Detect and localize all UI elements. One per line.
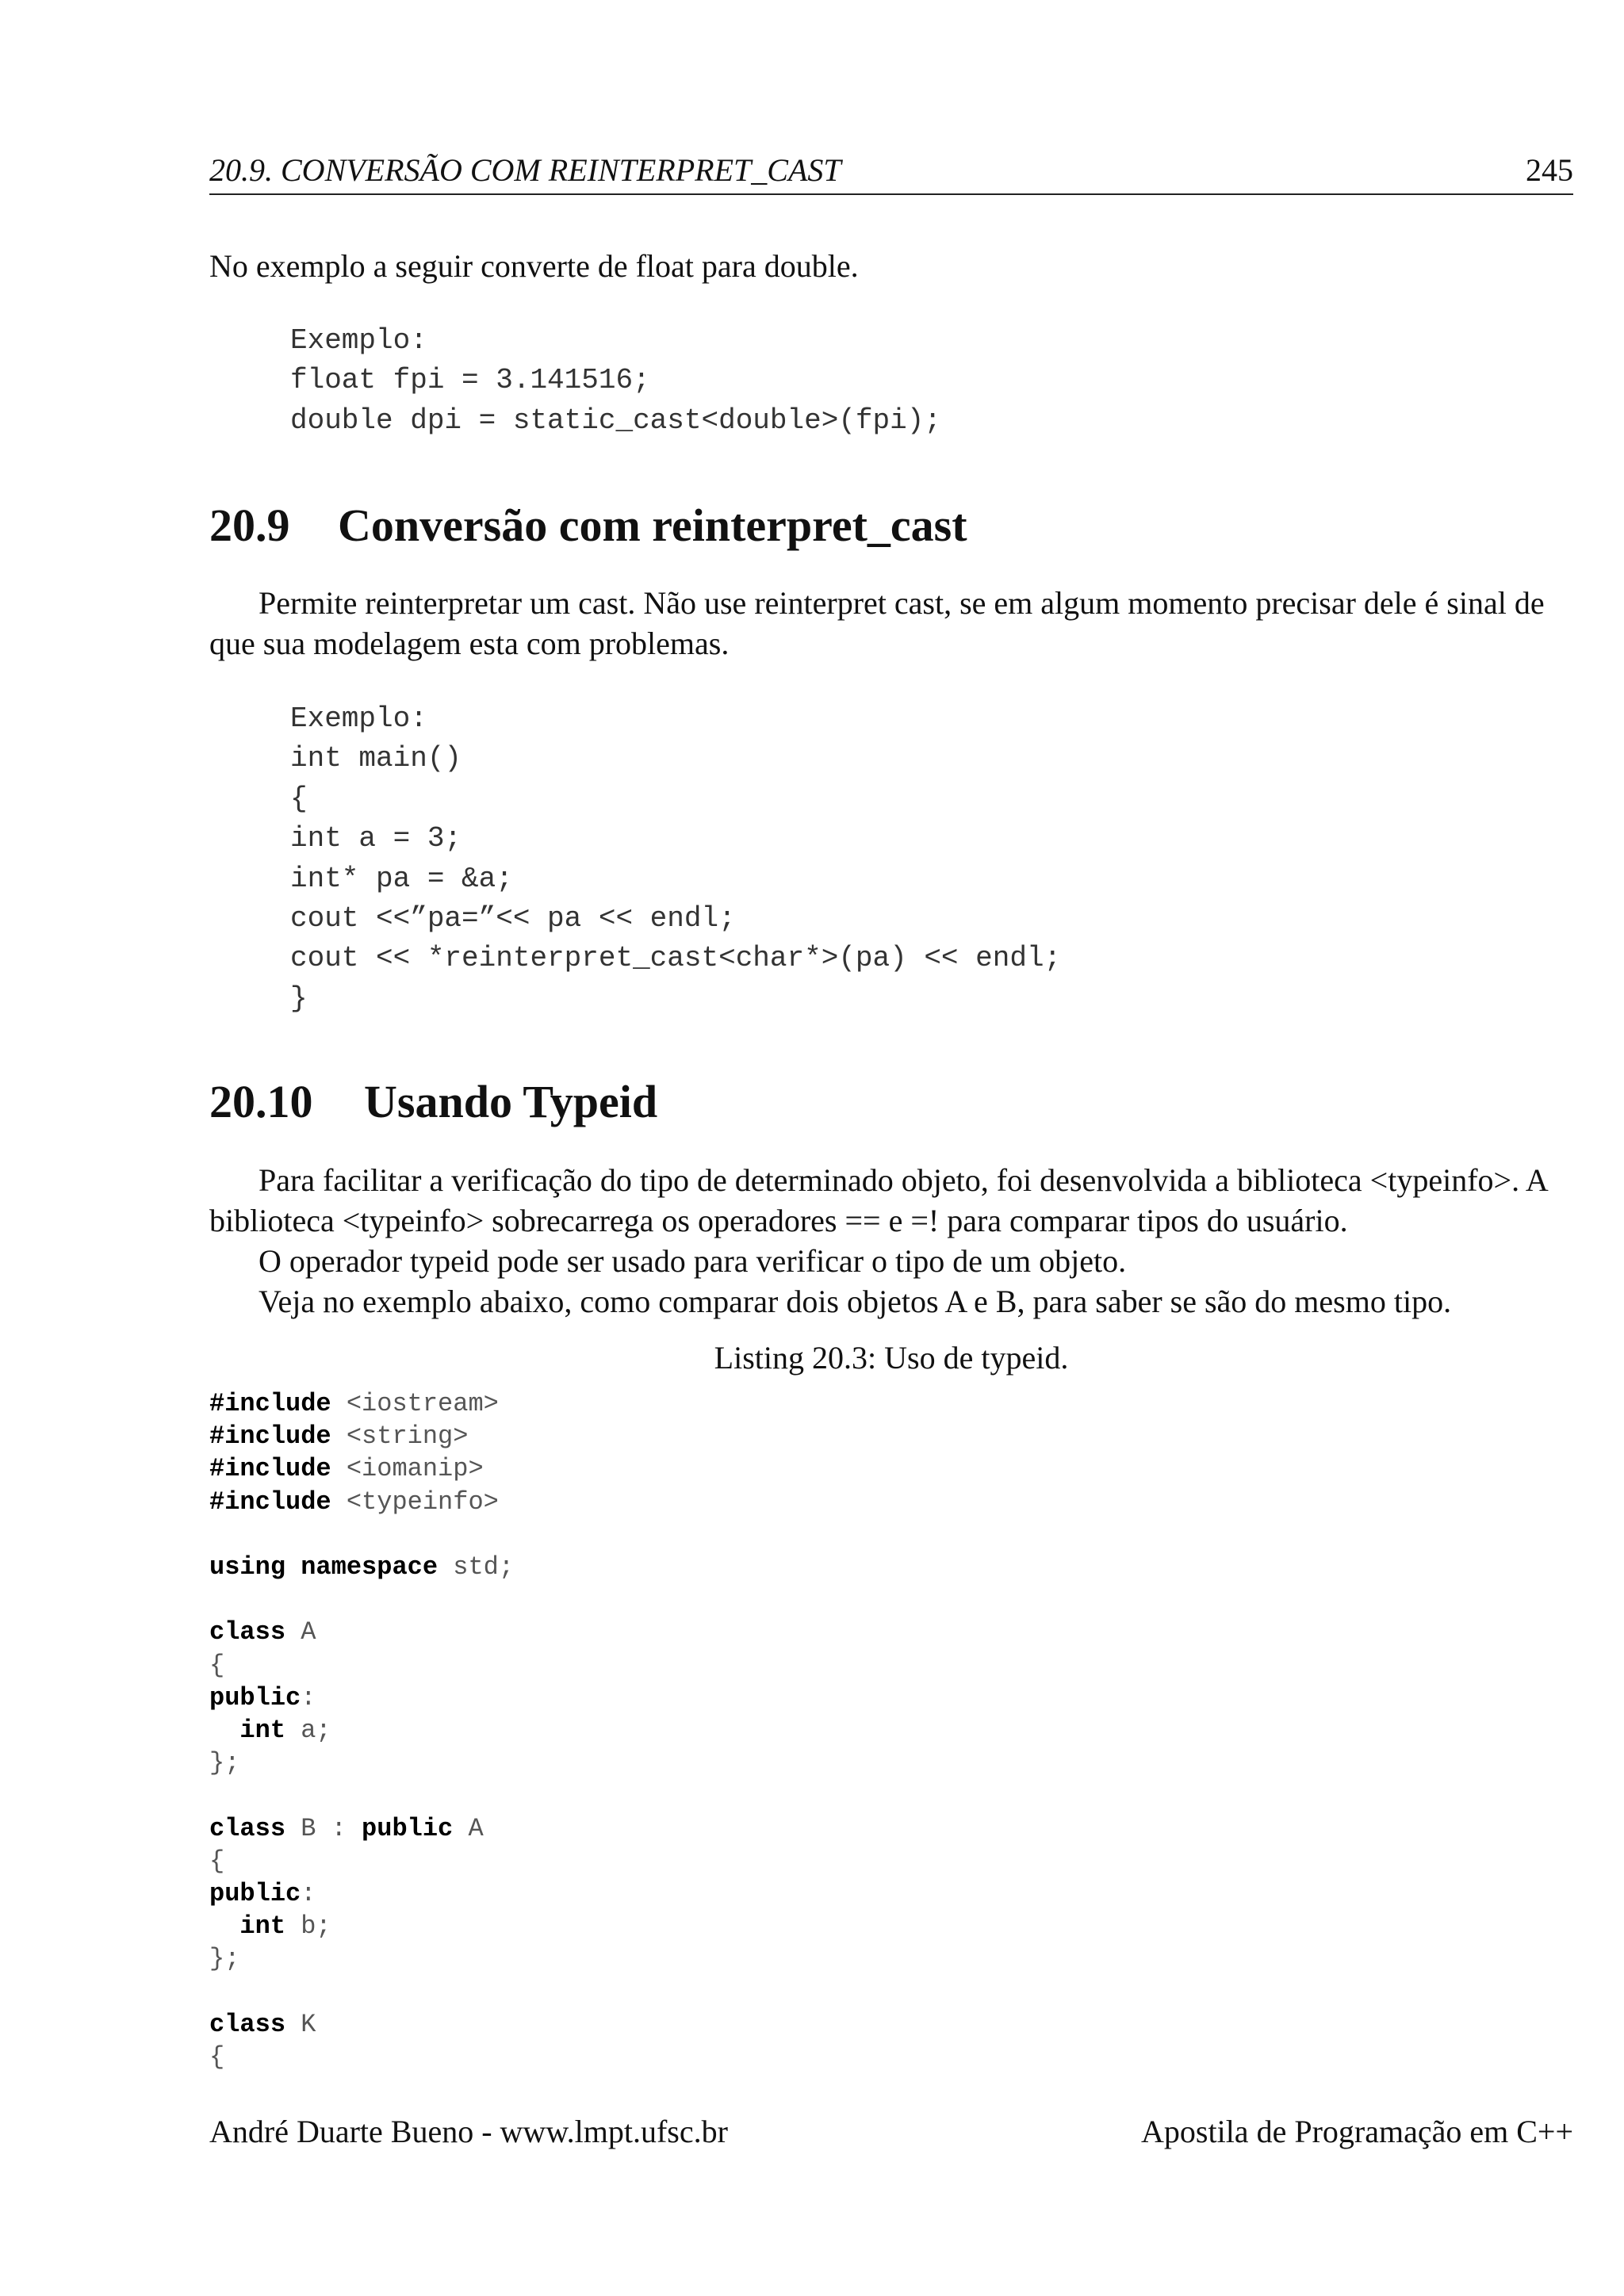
code-text: K: [285, 2009, 316, 2039]
footer-author: André Duarte Bueno - www.lmpt.ufsc.br: [209, 2114, 728, 2149]
code-line: [209, 1911, 331, 1941]
code-line: [209, 1552, 514, 1582]
code-line: [209, 1748, 239, 1777]
intro-paragraph: No exemplo a seguir converte de float para double.: [209, 248, 859, 284]
code-text: <iostream>: [331, 1389, 499, 1418]
code-keyword: #include: [209, 1389, 331, 1418]
code-line: [209, 2042, 224, 2072]
code-line: [209, 1716, 331, 1745]
code-line: cout << *reinterpret_cast<char*>(pa) << endl;: [290, 942, 1062, 975]
code-line: [209, 1846, 224, 1876]
footer-book-title: Apostila de Programação em C++: [1141, 2114, 1573, 2149]
code-text: };: [209, 1944, 240, 1974]
code-keyword: #include: [209, 1422, 331, 1452]
code-example-reinterpret-cast: [290, 699, 1061, 1019]
section-number: 20.10: [209, 1076, 313, 1127]
code-keyword: using: [209, 1552, 286, 1582]
code-listing-typeid: [209, 1387, 514, 2073]
code-keyword: namespace: [301, 1552, 439, 1582]
section-number: 20.9: [209, 499, 290, 551]
code-line: [209, 1454, 484, 1483]
code-line: int* pa = &a;: [290, 862, 513, 895]
code-text: [285, 1552, 301, 1582]
code-line: [209, 1617, 316, 1647]
code-text: [209, 1716, 239, 1745]
code-text: {: [209, 1650, 225, 1680]
code-line: Exemplo:: [290, 702, 427, 735]
code-text: a;: [285, 1716, 331, 1746]
code-line: cout <<”pa=”<< pa << endl;: [290, 902, 736, 936]
code-text: A: [453, 1813, 484, 1843]
code-line: [209, 1487, 499, 1517]
code-text: [209, 1911, 239, 1941]
code-example-float-double: [290, 321, 941, 441]
code-text: <iomanip>: [331, 1454, 484, 1484]
code-keyword: class: [209, 1813, 286, 1843]
section-20-9-paragraph: Permite reinterpretar um cast. Não use reinterpret cast, se em algum momento precisar dele é sinal de que sua modelagem esta com problemas.: [209, 585, 1545, 661]
code-line: float fpi = 3.141516;: [290, 364, 650, 397]
code-text: std;: [438, 1552, 515, 1582]
code-text: B :: [285, 1813, 362, 1843]
code-text: b;: [285, 1911, 331, 1942]
running-header-title: 20.9. CONVERSÃO COM REINTERPRET_CAST: [209, 152, 841, 188]
code-line: int main(): [290, 742, 462, 775]
running-header: [209, 151, 1573, 195]
section-title: Conversão com reinterpret_cast: [338, 499, 967, 551]
code-line: {: [290, 782, 308, 815]
code-keyword: class: [209, 1617, 286, 1647]
code-line: [209, 1389, 499, 1418]
page-footer: [209, 2112, 1573, 2152]
code-line: [209, 2010, 316, 2039]
code-line: double dpi = static_cast<double>(fpi);: [290, 404, 941, 437]
section-20-10-paragraph-3: Veja no exemplo abaixo, como comparar dois objetos A e B, para saber se são do mesmo tipo.: [259, 1284, 1452, 1319]
code-line: [209, 1944, 239, 1973]
code-line: [209, 1422, 468, 1451]
code-keyword: #include: [209, 1454, 331, 1484]
section-20-10-paragraph-2: O operador typeid pode ser usado para verificar o tipo de um objeto.: [259, 1243, 1127, 1279]
code-keyword: class: [209, 2009, 286, 2039]
code-line: [209, 1879, 316, 1908]
code-keyword: public: [362, 1813, 454, 1843]
code-text: <typeinfo>: [331, 1487, 499, 1517]
code-text: :: [301, 1682, 316, 1712]
code-line: [209, 1683, 316, 1712]
code-text: };: [209, 1748, 240, 1778]
code-keyword: int: [239, 1911, 286, 1942]
code-keyword: #include: [209, 1487, 331, 1517]
code-text: A: [285, 1617, 316, 1647]
code-text: {: [209, 1846, 225, 1876]
page-number: 245: [1526, 152, 1573, 188]
code-text: {: [209, 2042, 225, 2072]
code-text: <string>: [331, 1422, 469, 1452]
section-heading-20-10: [209, 1074, 657, 1130]
section-20-10-paragraph-1: Para facilitar a verificação do tipo de determinado objeto, foi desenvolvida a biblioteca <typeinfo>. A biblioteca <typeinfo> sobrecarrega os operadores == e =! para comparar tipos do usuário.: [209, 1162, 1547, 1238]
code-line: int a = 3;: [290, 822, 462, 855]
section-heading-20-9: [209, 498, 967, 553]
code-line: }: [290, 982, 308, 1015]
code-keyword: int: [239, 1716, 286, 1746]
code-keyword: public: [209, 1879, 301, 1909]
code-keyword: public: [209, 1682, 301, 1712]
section-title: Usando Typeid: [364, 1076, 658, 1127]
code-line: [209, 1651, 224, 1680]
code-line: [209, 1814, 484, 1843]
code-line: Exemplo:: [290, 324, 427, 357]
listing-caption: Listing 20.3: Uso de typeid.: [714, 1340, 1069, 1376]
code-text: :: [301, 1879, 316, 1909]
